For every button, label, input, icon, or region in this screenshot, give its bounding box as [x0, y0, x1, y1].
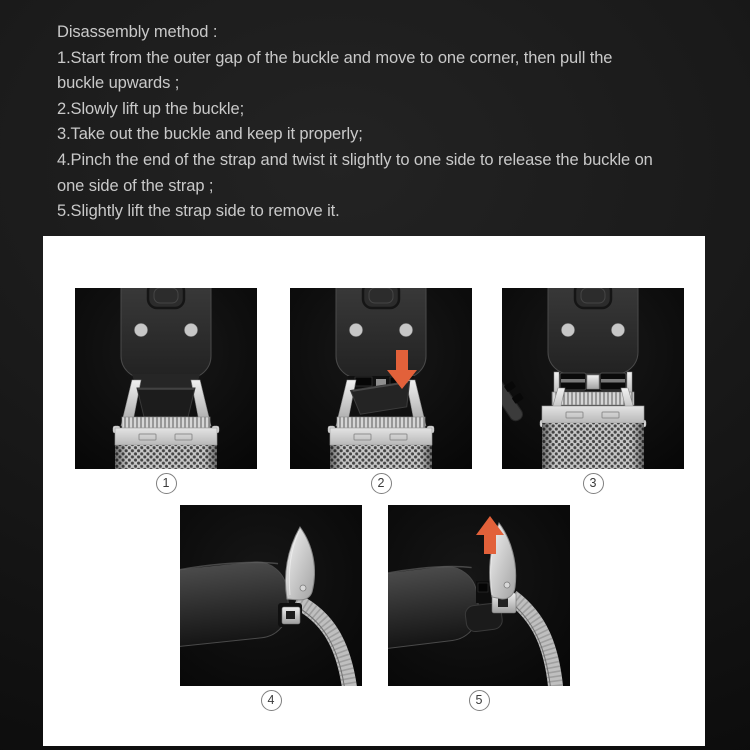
watch-front-buckle-removed-photo: [502, 288, 684, 469]
watch-front-buckle-closed-photo: [75, 288, 257, 469]
step-1-number-badge: 1: [156, 473, 177, 494]
watch-side-clasp-lifted-photo: [388, 505, 570, 686]
instruction-line: 3.Take out the buckle and keep it properly;: [57, 125, 363, 144]
instruction-line: 4.Pinch the end of the strap and twist it slightly to one side to release the buckle on: [57, 150, 653, 169]
instruction-line: 2.Slowly lift up the buckle;: [57, 99, 245, 118]
step-3: [502, 288, 684, 494]
watch-side-clasp-tilted-photo: [180, 505, 362, 686]
step-5-number-badge: 5: [469, 690, 490, 711]
step-3-number-badge: 3: [583, 473, 604, 494]
instructions-title: Disassembly method :: [57, 23, 218, 41]
step-2: [290, 288, 472, 494]
step-1: [75, 288, 257, 494]
instruction-line: buckle upwards ;: [57, 74, 180, 93]
step-4-number-badge: 4: [261, 690, 282, 711]
watch-front-buckle-lifted-photo: [290, 288, 472, 469]
instruction-line: 5.Slightly lift the strap side to remove it.: [57, 202, 340, 221]
instructions-text-block: [57, 20, 653, 225]
step-4: [180, 505, 362, 711]
step-5: [388, 505, 570, 711]
instruction-line: one side of the strap ;: [57, 176, 214, 195]
step-2-number-badge: 2: [371, 473, 392, 494]
instruction-line: 1.Start from the outer gap of the buckle and move to one corner, then pull the: [57, 48, 613, 67]
